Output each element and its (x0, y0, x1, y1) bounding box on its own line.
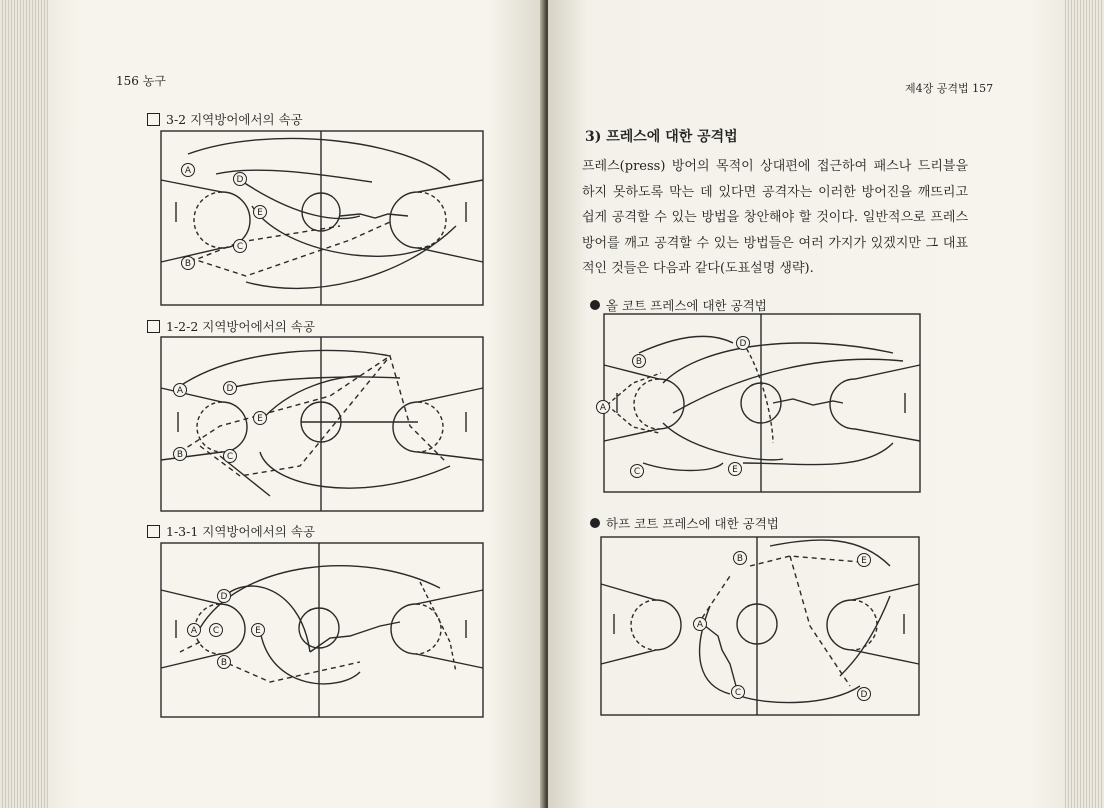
figure-caption-2 (147, 317, 315, 335)
player-e-label: E (255, 626, 261, 636)
bullet-icon (590, 300, 600, 310)
court-diagram-5 (600, 536, 920, 716)
player-a-label: A (184, 166, 192, 176)
player-e-label: E (257, 208, 263, 218)
court-diagram-3 (160, 542, 484, 718)
caption-box-icon (147, 113, 160, 126)
player-e-label: E (861, 556, 867, 566)
player-b-label: B (220, 658, 228, 668)
player-b-label: B (184, 259, 192, 269)
player-c-label: C (236, 242, 244, 252)
player-d-label: D (226, 384, 234, 394)
court-diagram-1 (160, 130, 484, 306)
body-paragraph: 프레스(press) 방어의 목적이 상대편에 접근하여 패스나 드리블을 하지 못하도록 막는 데 있다면 공격자는 이러한 방어진을 깨뜨리고 쉽게 공격할 수 있는 방법을 창안해야 할 것이다. 일반적으로 프레스 방어를 깨고 공격할 수 있는 방법들은 여러 가지가 있겠지만 그 대표적인 것들은 다음과 같다(도표설명 생략). (582, 159, 968, 276)
player-e-label: E (257, 414, 263, 424)
bullet-icon (590, 518, 600, 528)
player-d-label: D (220, 592, 228, 602)
court-diagram-4 (599, 313, 921, 493)
player-a-label: A (190, 626, 198, 636)
subsection-title-2 (590, 514, 779, 532)
player-e-label: E (732, 465, 738, 475)
figure-caption-1 (147, 110, 303, 128)
player-a-label: A (599, 403, 607, 413)
right-page-header: 제4장 공격법 157 (905, 82, 994, 95)
player-d-label: D (860, 690, 868, 700)
player-b-label: B (736, 554, 744, 564)
player-b-label: B (635, 357, 643, 367)
player-d-label: D (739, 339, 747, 349)
caption-box-icon (147, 525, 160, 538)
caption-box-icon (147, 320, 160, 333)
figure-caption-text: 1-2-2 지역방어에서의 속공 (166, 319, 315, 334)
figure-caption-text: 1-3-1 지역방어에서의 속공 (166, 524, 315, 539)
player-d-label: D (236, 175, 244, 185)
subsection-title-text: 올 코트 프레스에 대한 공격법 (606, 298, 767, 313)
figure-caption-text: 3-2 지역방어에서의 속공 (166, 112, 303, 127)
subsection-title-text: 하프 코트 프레스에 대한 공격법 (606, 516, 779, 531)
subsection-title-1 (590, 296, 767, 314)
player-b-label: B (176, 450, 184, 460)
player-c-label: C (633, 467, 641, 477)
page-edges-right (1062, 0, 1104, 808)
player-c-label: C (734, 688, 742, 698)
player-a-label: A (176, 386, 184, 396)
left-page-header: 156 농구 (116, 74, 166, 88)
player-c-label: C (212, 626, 220, 636)
player-a-label: A (696, 620, 704, 630)
court-diagram-2 (160, 336, 484, 512)
section-title: 3) 프레스에 대한 공격법 (585, 129, 738, 145)
figure-caption-3 (147, 522, 315, 540)
player-c-label: C (226, 452, 234, 462)
